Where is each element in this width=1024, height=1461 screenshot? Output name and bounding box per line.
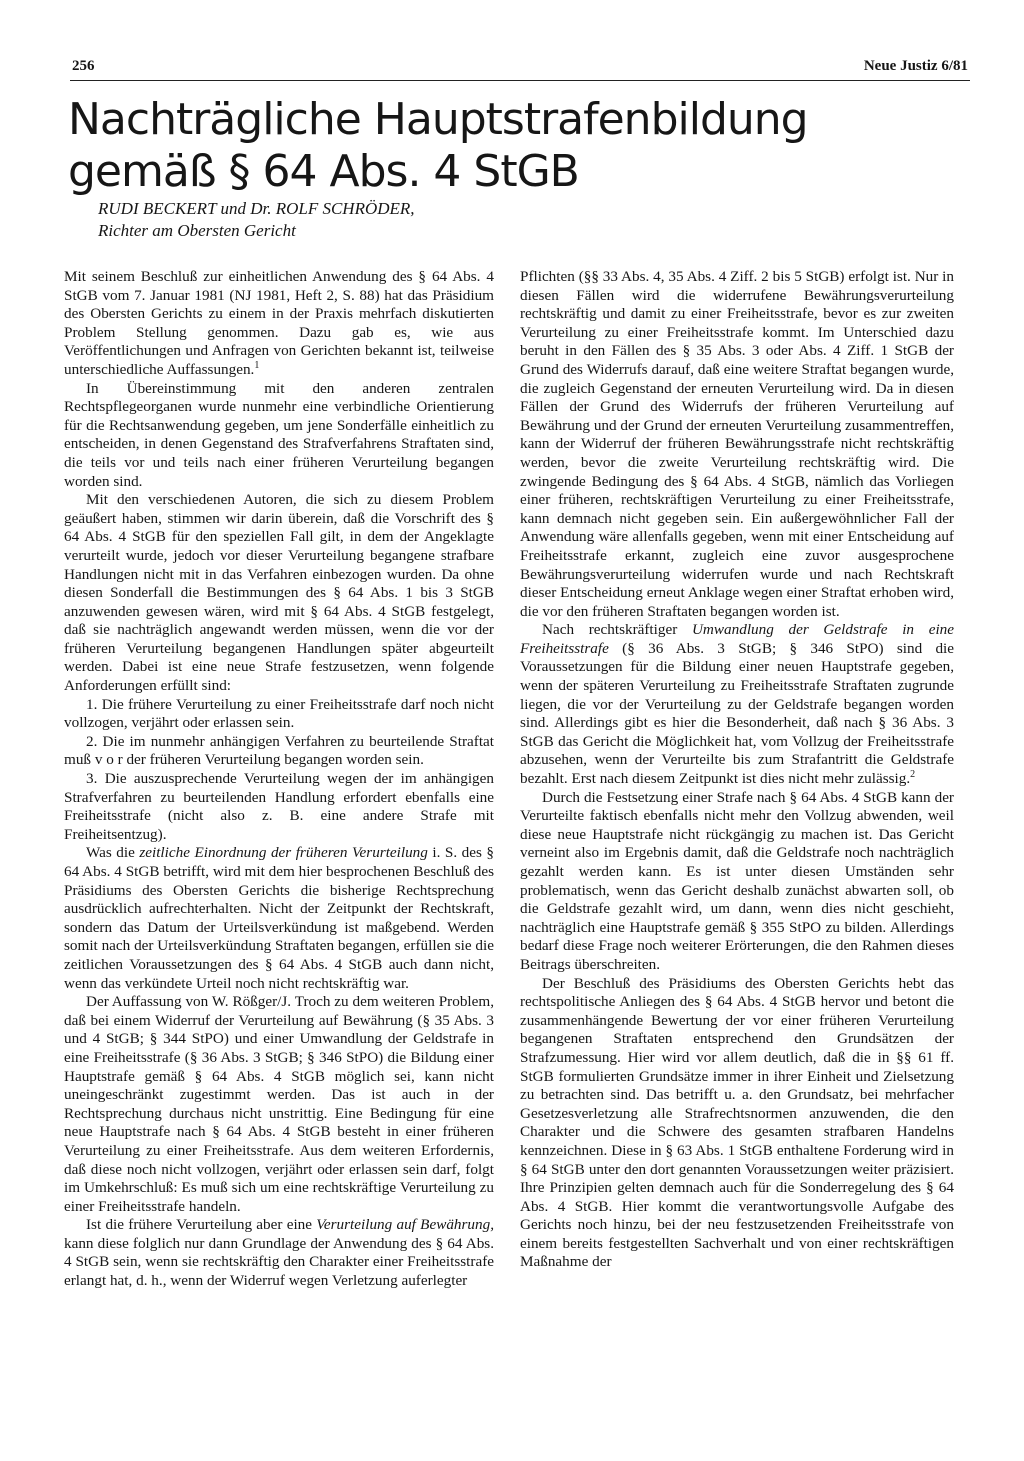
paragraph: In Übereinstimmung mit den anderen zentralen Rechtspflegeorganen wurde nunmehr eine verbindliche Orientierung für die Rechtsanwendung gegeben, um jene Sonderfälle einheitlich zu entscheiden, in denen Gegenstand des Strafverfahrens Straftaten sind, die teils vor und teils nach einer früheren Verurteilung begangen worden sind. [64,379,494,490]
article-title-line-2: gemäß § 64 Abs. 4 StGB [68,146,579,197]
paragraph: Pflichten (§§ 33 Abs. 4, 35 Abs. 4 Ziff. 2 bis 5 StGB) erfolgt ist. Nur in diesen Fällen wird die widerrufene Bewährungsverurteilung rechtskräftig und damit zu einer Freiheitsstrafe, bevor es zur zweiten Verurteilung zu einer Freiheitsstrafe kommt. Im Unterschied dazu beruht in den Fällen des § 35 Abs. 3 oder Abs. 4 Ziff. 1 StGB der Grund des Widerrufs darauf, daß eine weitere Straftat begangen wurde, die zugleich Gegenstand der erneuten Verurteilung wird. Da in diesen Fällen der Grund des Widerrufs der früheren Verurteilung auf Bewährung und der Grund der erneuten Verurteilung zusammentreffen, kann der Widerruf der früheren Bewährungsstrafe nicht rechtskräftig werden, bevor die zweite Verurteilung rechtskräftig wird. Die zwingende Bedingung des § 64 Abs. 4 StGB, nämlich das Vorliegen einer früheren, rechtskräftigen Verurteilung zu einer Freiheitsstrafe, kann demnach nicht gegeben sein. Ein außergewöhnlicher Fall der Anwendung wäre allenfalls gegeben, wenn mit einer Entscheidung auf Freiheitsstrafe erkannt, zugleich eine zuvor ausgesprochene Bewährungsverurteilung widerrufen wurde und nach Rechtskraft dieser Entscheidung erneut Anklage wegen einer Straftat erhoben wird, die vor den früheren Straftaten begangen worden ist. [520,268,954,620]
list-item: 3. Die auszusprechende Verurteilung wegen der im anhängigen Strafverfahren zu beurteilenden Handlung erfordert ebenfalls eine Freiheitsstrafe (nicht also z. B. eine andere Strafe mit Freiheitsentzug). [64,770,494,843]
left-column [64,268,494,1291]
right-column [520,268,954,1272]
paragraph: Der Beschluß des Präsidiums des Obersten Gerichts hebt das rechtspolitische Anliegen des § 64 Abs. 4 StGB hervor und betont die zusammenhängende Bewertung der vor einer früheren Verurteilung begangenen Straftaten entsprechend den Grundsätzen der Strafzumessung. Hier wird vor allem deutlich, daß die in §§ 61 ff. StGB formulierten Grundsätze immer in ihrer Einheit und Zielsetzung zu betrachten sind. Das betrifft u. a. den Grundsatz, bei mehrfacher Gesetzesverletzung alle Strafrechtsnormen anzuwenden, die den Charakter und die Schwere des gesamten strafbaren Handelns kennzeichnen. Diese in § 63 Abs. 1 StGB enthaltene Forderung wird in § 64 StGB unter den dort genannten Voraussetzungen weiter präzisiert. Ihre Prinzipien gelten demnach auch für die Sonderregelung des § 64 Abs. 4 StGB. Hier kommt die verantwortungsvolle Aufgabe des Gerichts noch hinzu, bei der neu festzusetzenden Freiheitsstrafe von einem bereits festgestellten Sachverhalt und von einer rechtskräftigen Maßnahme der [520,974,954,1271]
paragraph: Ist die frühere Verurteilung aber eine Verurteilung auf Bewährung, kann diese folglich nur dann Grundlage der Anwendung des § 64 Abs. 4 StGB sein, wenn sie rechtskräftig den Charakter einer Freiheitsstrafe erlangt hat, d. h., wenn der Widerruf wegen Verletzung auferlegter [64,1216,494,1290]
paragraph: Durch die Festsetzung einer Strafe nach § 64 Abs. 4 StGB kann der Verurteilte faktisch ebenfalls nicht mehr den Vollzug abwenden, weil diese neue Hauptstrafe nicht rückgängig zu machen ist. Das Gericht verneint also im Ergebnis damit, daß die Geldstrafe noch nachträglich gezahlt werden kann. Es ist unter diesen Umständen sehr problematisch, wenn das Gericht deshalb zunächst abwarten soll, ob die Geldstrafe gezahlt wird, um dann, wenn dies nicht geschieht, nachträglich eine Hauptstrafe gemäß § 355 StPO zu bilden. Allerdings bedarf diese Frage noch weiterer Erörterungen, die den Rahmen dieses Beitrags überschreiten. [520,788,954,973]
page-number: 256 [72,58,95,74]
header-rule [70,80,970,81]
author-affiliation: Richter am Obersten Gericht [98,221,296,240]
paragraph: Nach rechtskräftiger Umwandlung der Geldstrafe in eine Freiheitsstrafe (§ 36 Abs. 3 StGB; § 346 StPO) sind die Voraussetzungen für die Bildung einer neuen Hauptstrafe gegeben, wenn der späteren Verurteilung zu Freiheitsstrafe Straftaten zugrunde liegen, die vor der Verurteilung zu der Geldstrafe begangen worden sind. Allerdings gibt es hier die Besonderheit, daß nach § 36 Abs. 3 StGB das Gericht die Möglichkeit hat, vom Vollzug der Freiheitsstrafe abzusehen, wenn der Verurteilte bis zum Strafantritt die Geldstrafe bezahlt. Erst nach diesem Zeitpunkt ist dies nicht mehr zulässig.$^2$ [520,621,955,788]
footnote-ref: 2 [910,768,916,780]
spaced-emphasis: v o r [94,751,123,769]
paragraph: Was die zeitliche Einordnung der früheren Verurteilung i. S. des § 64 Abs. 4 StGB betrifft, wird mit dem hier besprochenen Beschluß des Präsidiums des Obersten Gerichts die bisherige Rechtsprechung ausdrücklich aufrechterhalten. Nicht der Zeitpunkt der Rechtskraft, sondern das Datum der Urteilsverkündung ist maßgebend. Werden somit nach der Urteilsverkündung Straftaten begangen, erfüllen sie die zeitlichen Voraussetzungen des § 64 Abs. 4 StGB auch dann nicht, wenn das verkündete Urteil noch nicht rechtskräftig war. [64,844,494,992]
article-byline [98,198,415,242]
list-item: 1. Die frühere Verurteilung zu einer Freiheitsstrafe darf noch nicht vollzogen, verjährt oder erlassen sein. [64,695,494,732]
list-item: 2. Die im nunmehr anhängigen Verfahren zu beurteilende Straftat muß v o r der früheren Verurteilung begangen worden sein. [64,732,494,769]
article-title-line-1: Nachträgliche Hauptstrafenbildung [68,94,808,145]
paragraph: Der Auffassung von W. Rößger/J. Troch zu dem weiteren Problem, daß bei einem Widerruf der Verurteilung auf Bewährung (§ 35 Abs. 3 und 4 StGB; § 344 StPO) und einer Umwandlung der Geldstrafe in eine Freiheitsstrafe (§ 36 Abs. 3 StGB; § 346 StPO) die Bildung einer Hauptstrafe gemäß § 64 Abs. 4 StGB möglich sei, kann nicht uneingeschränkt zugestimmt werden. Das ist auch in der Rechtsprechung durchaus nicht unstrittig. Eine Bedingung für eine neue Hauptstrafe nach § 64 Abs. 4 StGB besteht in einer früheren Verurteilung zu einer Freiheitsstrafe. Aus dem weiteren Erfordernis, daß diese noch nicht vollzogen, verjährt oder erlassen sein darf, folgt im Umkehrschluß: Es muß sich um eine rechtskräftige Verurteilung zu einer Freiheitsstrafe handeln. [64,993,494,1215]
footnote-ref: 1 [254,359,260,371]
paragraph: Mit seinem Beschluß zur einheitlichen Anwendung des § 64 Abs. 4 StGB vom 7. Januar 1981 (NJ 1981, Heft 2, S. 88) hat das Präsidium des Obersten Gerichts zu einem in der Praxis mehrfach diskutierten Problem Stellung genommen. Dazu gab es, wie aus Veröffentlichungen und Anfragen von Gerichten bekannt ist, teilweise unterschiedliche Auffassungen.$^1$ [64,268,494,378]
paragraph: Mit den verschiedenen Autoren, die sich zu diesem Problem geäußert haben, stimmen wir darin überein, daß die Vorschrift des § 64 Abs. 4 StGB für den speziellen Fall gilt, in dem der Angeklagte verurteilt wurde, jedoch vor dieser Verurteilung begangene strafbare Handlungen nicht mit in das Verfahren einbezogen wurden. Da ohne diesen Sonderfall die Bestimmungen des § 64 Abs. 1 bis 3 StGB anzuwenden gewesen wären, wird mit § 64 Abs. 4 StGB festgelegt, daß sie nachträglich angewandt werden müssen, wenn die vor der früheren Verurteilung begangenen Handlungen später abgeurteilt werden. Dabei ist eine neue Strafe festzusetzen, wenn folgende Anforderungen erfüllt sind: [64,491,494,695]
article-title [68,94,948,198]
journal-issue: Neue Justiz 6/81 [863,58,968,74]
author-names: RUDI BECKERT und Dr. ROLF SCHRÖDER, [98,199,415,218]
